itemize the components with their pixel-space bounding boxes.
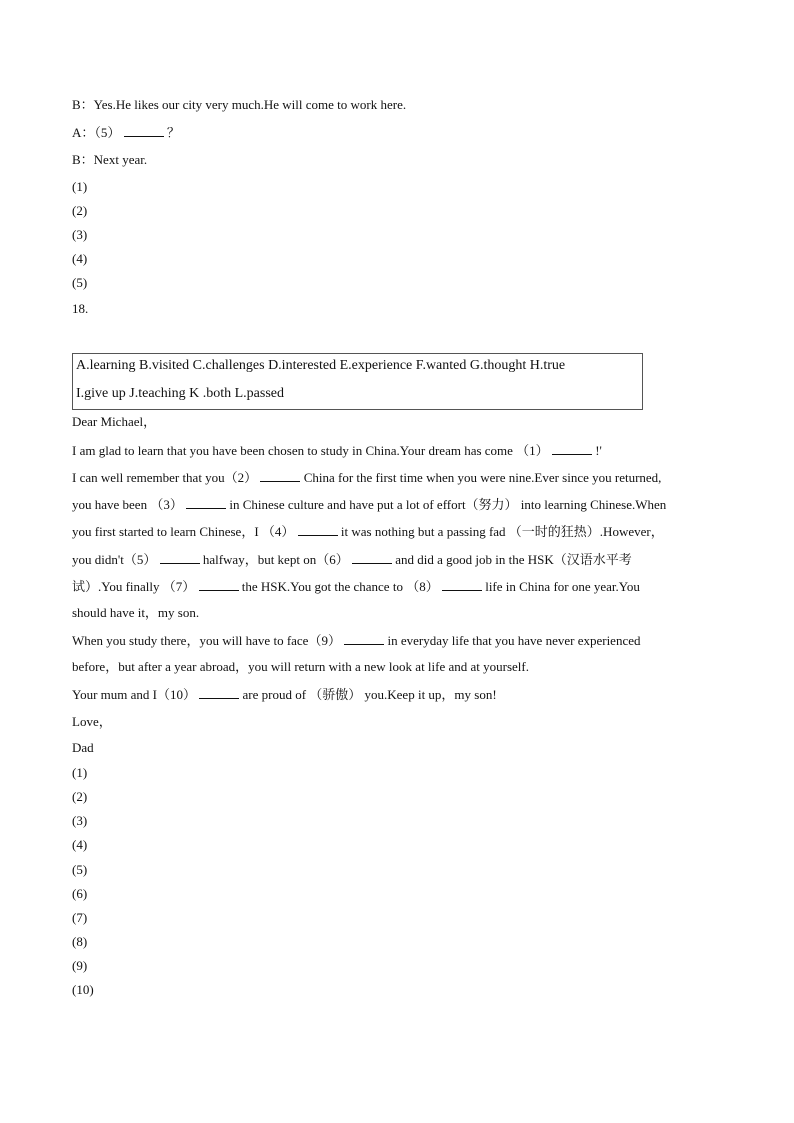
- dialogue-line: B：Next year.: [72, 152, 148, 167]
- letter-line: [72, 578, 640, 595]
- answer-blank[interactable]: [199, 578, 239, 591]
- letter-closing: Love，: [72, 714, 112, 729]
- line-text: China for the first time when you were nine.Ever since you returned,: [303, 470, 662, 485]
- answer-blank[interactable]: [442, 578, 482, 591]
- line-text: in Chinese culture and have put a lot of effort（努力） into learning Chinese.When: [229, 497, 667, 512]
- line-text: I am glad to learn that you have been chosen to study in China.Your dream has come （1）: [72, 443, 549, 458]
- answer-blank[interactable]: [552, 442, 592, 455]
- line-text: you have been （3）: [72, 497, 183, 512]
- dialogue-question-line: [72, 124, 180, 141]
- answer-blank[interactable]: [344, 632, 384, 645]
- letter-line: [72, 496, 666, 513]
- answer-label: (5): [72, 275, 88, 290]
- line-text: and did a good job in the HSK（汉语水平考: [395, 552, 632, 567]
- answer-label: (3): [72, 227, 88, 242]
- answer-label: (1): [72, 179, 88, 194]
- letter-line: [72, 686, 497, 703]
- line-text: 试）.You finally （7）: [72, 579, 196, 594]
- line-text: in everyday life that you have never experienced: [387, 633, 641, 648]
- answer-label: (5): [72, 862, 88, 877]
- letter-line: should have it，my son.: [72, 605, 200, 620]
- line-text: Your mum and I（10）: [72, 687, 196, 702]
- answer-blank[interactable]: [186, 496, 226, 509]
- line-text: you didn't（5）: [72, 552, 157, 567]
- answer-label: (9): [72, 958, 88, 973]
- line-text: !': [595, 443, 602, 458]
- answer-blank[interactable]: [160, 551, 200, 564]
- word-bank-box: [72, 353, 643, 410]
- word-bank-row: A.learning B.visited C.challenges D.interested E.experience F.wanted G.thought H.true: [76, 358, 566, 373]
- line-text: are proud of （骄傲） you.Keep it up，my son!: [242, 687, 497, 702]
- letter-line: [72, 442, 602, 459]
- dialogue-line: B：Yes.He likes our city very much.He will come to work here.: [72, 97, 407, 112]
- question-number: 18.: [72, 301, 89, 316]
- letter-line: before，but after a year abroad，you will return with a new look at life and at yourself.: [72, 659, 529, 674]
- answer-label: (4): [72, 837, 88, 852]
- answer-label: (6): [72, 886, 88, 901]
- answer-label: (7): [72, 910, 88, 925]
- line-text: it was nothing but a passing fad （一时的狂热）.However，: [340, 524, 664, 539]
- word-bank-row: I.give up J.teaching K .both L.passed: [76, 386, 285, 401]
- answer-label: (1): [72, 765, 88, 780]
- line-text: halfway，but kept on（6）: [202, 552, 349, 567]
- letter-line: [72, 523, 664, 540]
- answer-blank[interactable]: [260, 469, 300, 482]
- answer-blank[interactable]: [352, 551, 392, 564]
- line-text: the HSK.You got the chance to （8）: [241, 579, 439, 594]
- line-text: When you study there，you will have to face（9）: [72, 633, 341, 648]
- line-text: ？: [166, 125, 180, 140]
- line-text: you first started to learn Chinese，I （4）: [72, 524, 295, 539]
- line-text: life in China for one year.You: [485, 579, 640, 594]
- line-text: A：（5）: [72, 125, 121, 140]
- answer-label: (3): [72, 813, 88, 828]
- answer-label: (8): [72, 934, 88, 949]
- letter-line: [72, 469, 661, 486]
- line-text: I can well remember that you（2）: [72, 470, 258, 485]
- answer-label: (10): [72, 982, 94, 997]
- letter-line: [72, 551, 632, 568]
- answer-blank[interactable]: [124, 124, 164, 137]
- letter-salutation: Dear Michael，: [72, 414, 157, 429]
- answer-blank[interactable]: [298, 523, 338, 536]
- letter-signature: Dad: [72, 740, 94, 755]
- answer-label: (2): [72, 789, 88, 804]
- answer-blank[interactable]: [199, 686, 239, 699]
- letter-line: [72, 632, 641, 649]
- answer-label: (4): [72, 251, 88, 266]
- answer-label: (2): [72, 203, 88, 218]
